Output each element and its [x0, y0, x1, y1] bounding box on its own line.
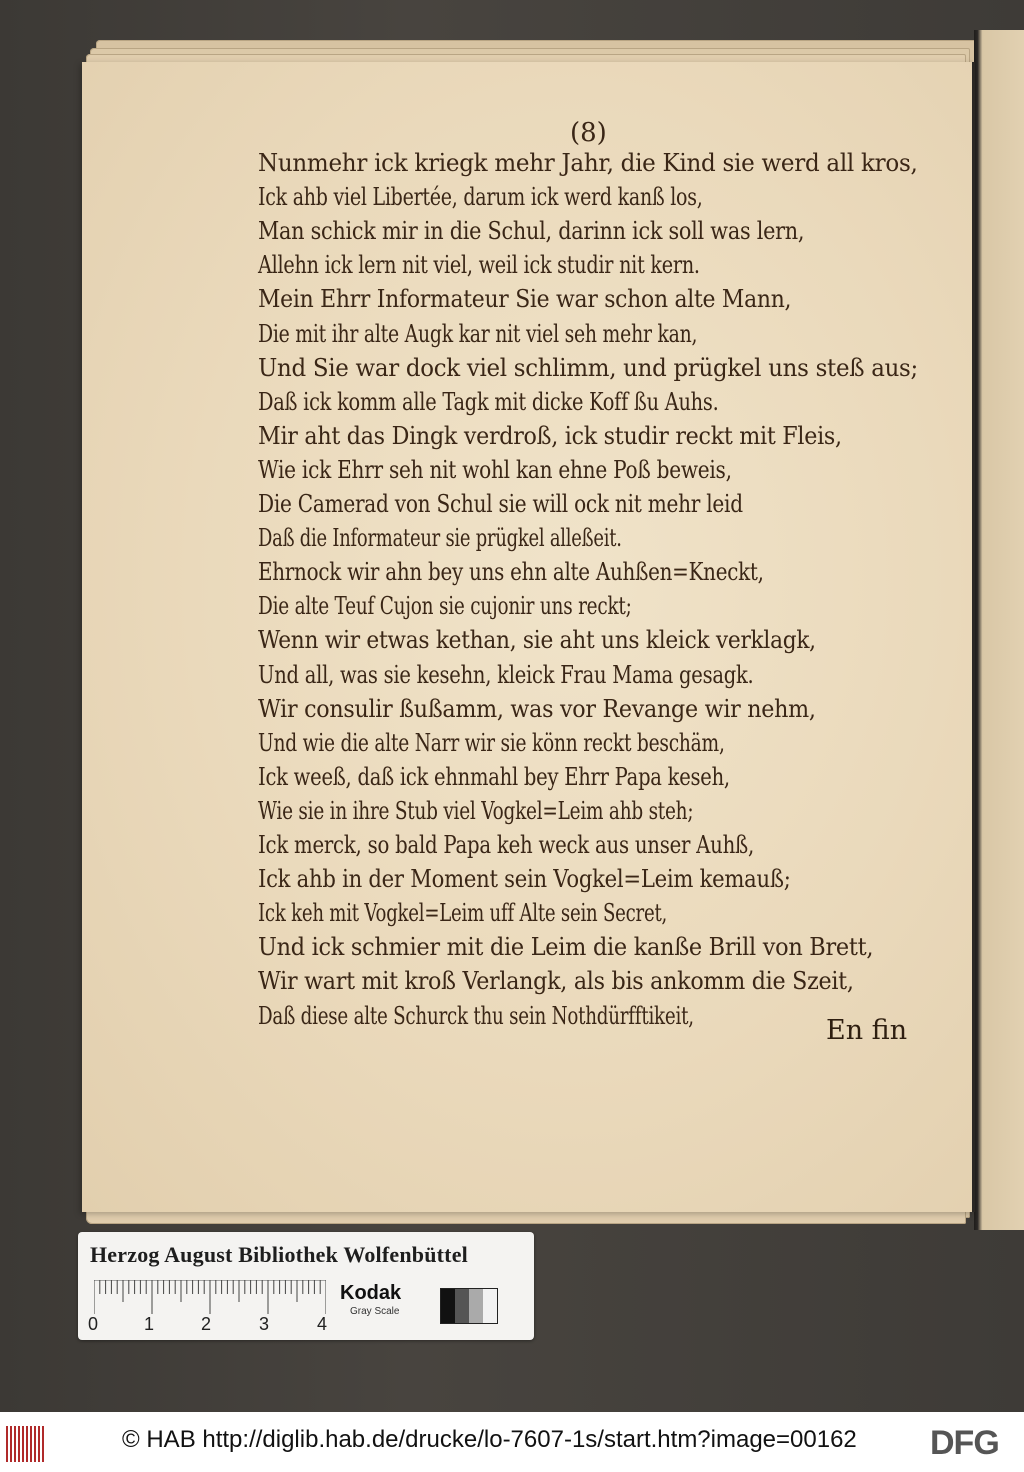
verse-line: Die Camerad von Schul sie will ock nit mehr leid [258, 490, 743, 518]
verse-line: Man schick mir in die Schul, darinn ick soll was lern, [258, 217, 805, 246]
gray-scale-patches [440, 1288, 498, 1324]
verse-line: Ehrnock wir ahn bey uns ehn alte Auhßen=Kneckt, [258, 558, 764, 587]
catchword: En fin [826, 1015, 908, 1046]
verse-line: Ick ahb in der Moment sein Vogkel=Leim kemauß; [258, 865, 791, 894]
verse-line: Wir wart mit kroß Verlangk, als bis ankomm die Szeit, [258, 967, 854, 996]
verse-line: Daß die Informateur sie prügkel alleßeit. [258, 524, 622, 553]
gray-scale-caption: Gray Scale [350, 1306, 400, 1317]
verse-line: Und wie die alte Narr wir sie könn reckt beschäm, [258, 728, 725, 757]
verse-line: Ick ahb viel Libertée, darum ick werd kanß los, [258, 183, 703, 212]
verse-line: Die alte Teuf Cujon sie cujonir uns reckt; [258, 592, 632, 621]
ruler-number: 2 [201, 1314, 212, 1334]
facing-page [974, 30, 1024, 1230]
verse-line: Mir aht das Dingk verdroß, ick studir reckt mit Fleis, [258, 421, 842, 450]
copyright-link[interactable]: © HAB http://diglib.hab.de/drucke/lo-7607-1s/start.htm?image=00162 [122, 1426, 857, 1453]
verse-line: Wir consulir ßußamm, was vor Revange wir nehm, [258, 694, 816, 723]
verse-line: Daß ick komm alle Tagk mit dicke Koff ßu Auhs. [258, 387, 719, 416]
verse-line: Mein Ehrr Informateur Sie war schon alte Mann, [258, 285, 792, 314]
verse-line: Und all, was sie kesehn, kleick Frau Mama gesagk. [258, 660, 754, 689]
verse-line: Wie sie in ihre Stub viel Vogkel=Leim ahb steh; [258, 796, 694, 825]
ruler-scale [94, 1280, 326, 1318]
ruler-numbers [88, 1314, 328, 1336]
kodak-logo: Kodak [340, 1282, 402, 1304]
verse-line: Und Sie war dock viel schlimm, und prügkel uns steß aus; [258, 353, 918, 382]
dfg-logo: DFG [930, 1424, 999, 1462]
verse-line: Ick merck, so bald Papa keh weck aus unser Auhß, [258, 831, 754, 859]
verse-line: Ick weeß, daß ick ehnmahl bey Ehrr Papa keseh, [258, 762, 730, 791]
verse-line: Daß diese alte Schurck thu sein Nothdürfftikeit, [258, 1001, 694, 1030]
verse-line: Wie ick Ehrr seh nit wohl kan ehne Poß beweis, [258, 455, 732, 484]
library-name: Herzog August Bibliothek Wolfenbüttel [90, 1242, 468, 1267]
ruler-number: 4 [317, 1314, 328, 1334]
barcode-icon [6, 1426, 48, 1462]
ruler-number: 1 [144, 1314, 155, 1334]
verse-line: Wenn wir etwas kethan, sie aht uns kleick verklagk, [258, 626, 816, 655]
verse-line: Allehn ick lern nit viel, weil ick studir nit kern. [258, 251, 700, 280]
verse-line: Und ick schmier mit die Leim die kanße Brill von Brett, [258, 933, 874, 962]
footer-bar [0, 1412, 1024, 1472]
page-number: (8) [570, 118, 607, 148]
verse-line: Nunmehr ick kriegk mehr Jahr, die Kind sie werd all kros, [258, 149, 918, 177]
ruler-number: 3 [259, 1314, 270, 1334]
library-label [78, 1232, 534, 1340]
ruler-number: 0 [88, 1314, 99, 1334]
verse-line: Die mit ihr alte Augk kar nit viel seh mehr kan, [258, 319, 698, 348]
verse-line: Ick keh mit Vogkel=Leim uff Alte sein Secret, [258, 899, 668, 928]
